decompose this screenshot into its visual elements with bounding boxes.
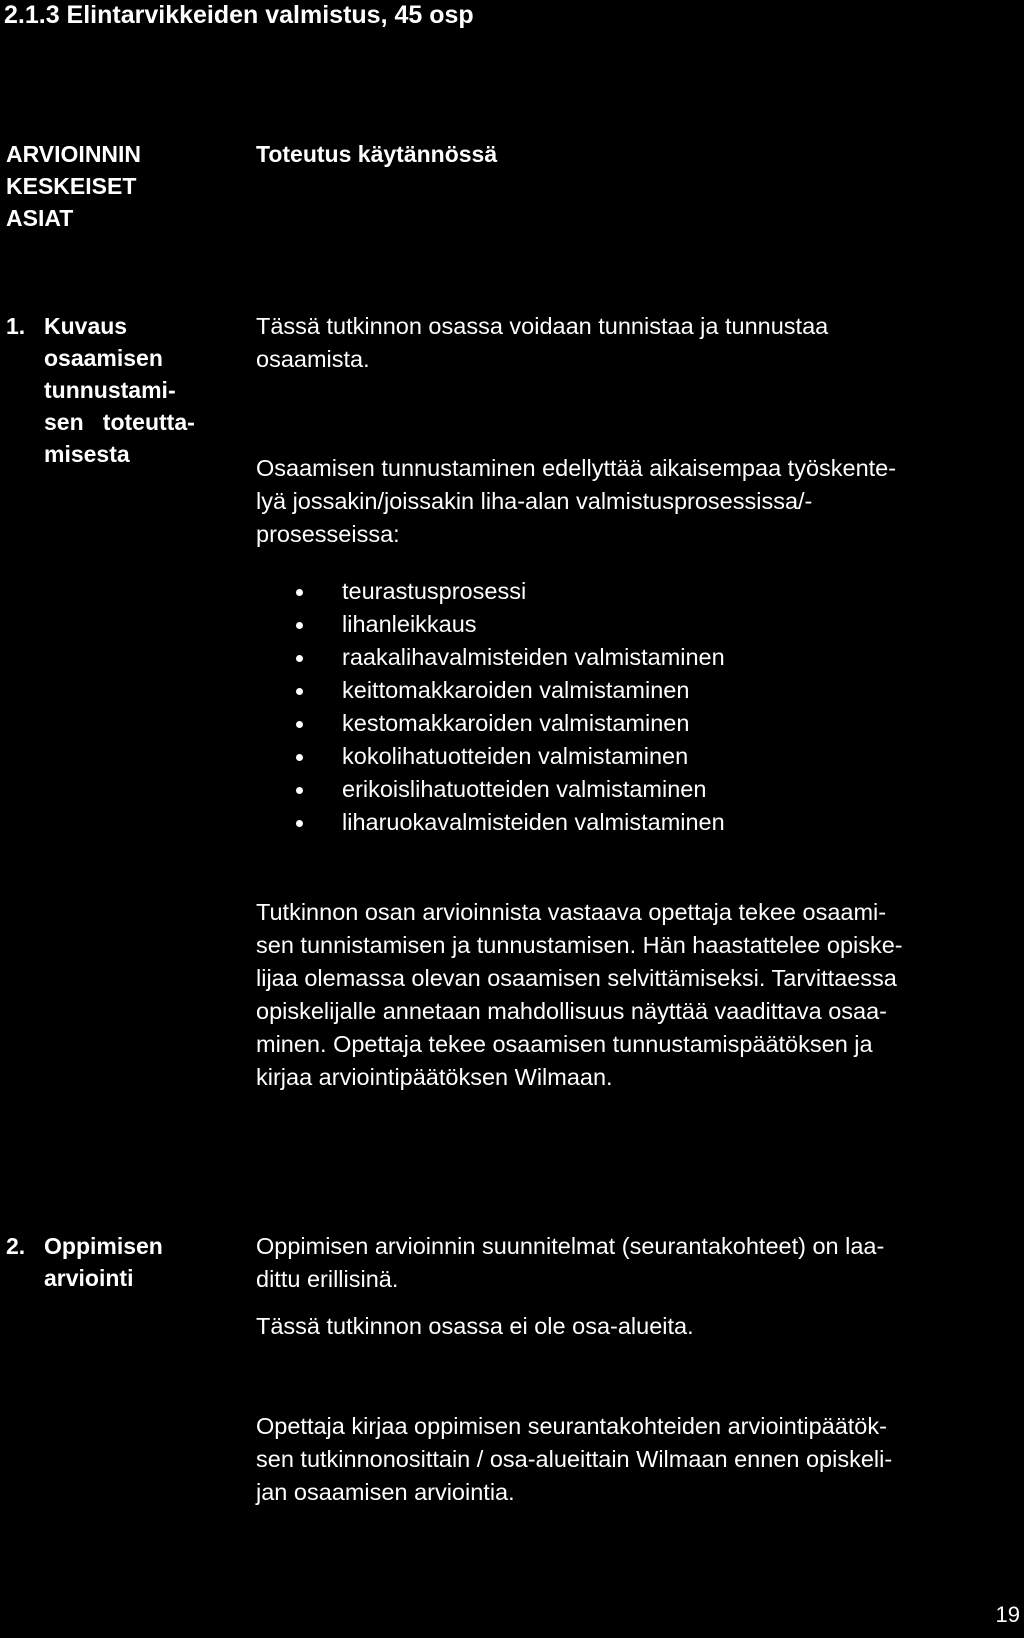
bullet-icon [296, 820, 303, 827]
text-line: Osaamisen tunnustaminen edellyttää aikaisempaa työskente- [256, 455, 897, 481]
section-2-number: 2. [6, 1233, 26, 1259]
list-item-label: raakalihavalmisteiden valmistaminen [342, 644, 725, 670]
list-item [256, 806, 996, 839]
list-item-label: lihanleikkaus [342, 611, 477, 637]
bullet-icon [296, 754, 303, 761]
text-line: Tässä tutkinnon osassa ei ole osa-alueita. [256, 1313, 694, 1339]
column-header-criteria [6, 138, 141, 234]
bullet-icon [296, 721, 303, 728]
column-header-line: ARVIOINNIN [6, 141, 142, 167]
section-1-assessment-procedure [256, 896, 996, 1094]
section-2-label-line: arviointi [44, 1265, 134, 1291]
list-item-label: keittomakkaroiden valmistaminen [342, 677, 690, 703]
section-1-label-line: sen toteutta- [44, 409, 195, 435]
list-item [256, 740, 996, 773]
page-number: 19 [995, 1602, 1020, 1627]
text-line: kirjaa arviointipäätöksen Wilmaan. [256, 1064, 613, 1090]
text-line: prosesseissa: [256, 521, 400, 547]
section-1-label-line: tunnustami- [44, 377, 176, 403]
section-2-no-subareas [256, 1310, 996, 1343]
text-line: lyä jossakin/joissakin liha-alan valmistusprosessissa/- [256, 488, 813, 514]
text-line: sen tunnistamisen ja tunnustamisen. Hän haastattelee opiske- [256, 932, 903, 958]
section-1-prerequisites [256, 452, 996, 551]
list-item [256, 773, 996, 806]
process-list [256, 575, 996, 839]
column-header-line: KESKEISET [6, 173, 137, 199]
bullet-icon [296, 589, 303, 596]
bullet-icon [296, 787, 303, 794]
text-line: lijaa olemassa olevan osaamisen selvittämiseksi. Tarvittaessa [256, 965, 897, 991]
section-1-label-line: osaamisen [44, 345, 163, 371]
bullet-icon [296, 622, 303, 629]
section-1-intro [256, 310, 996, 376]
text-line: Oppimisen arvioinnin suunnitelmat (seurantakohteet) on laa- [256, 1233, 885, 1259]
section-2-plans [256, 1230, 996, 1296]
list-item [256, 575, 996, 608]
text-line: Opettaja kirjaa oppimisen seurantakohteiden arviointipäätök- [256, 1413, 887, 1439]
section-1-label [6, 310, 246, 480]
list-item [256, 674, 996, 707]
text-line: opiskelijalle annetaan mahdollisuus näyttää vaadittava osaa- [256, 998, 887, 1024]
page-title: 2.1.3 Elintarvikkeiden valmistus, 45 osp [4, 1, 474, 29]
column-header-implementation: Toteutus käytännössä [256, 141, 498, 167]
list-item [256, 641, 996, 674]
section-2-recording [256, 1410, 996, 1509]
list-item-label: teurastusprosessi [342, 578, 527, 604]
list-item-label: erikoislihatuotteiden valmistaminen [342, 776, 707, 802]
bullet-icon [296, 655, 303, 662]
list-item-label: kokolihatuotteiden valmistaminen [342, 743, 689, 769]
list-item [256, 707, 996, 740]
text-line: sen tutkinnonosittain / osa-alueittain Wilmaan ennen opiskeli- [256, 1446, 893, 1472]
section-2-label-line: Oppimisen [44, 1233, 163, 1259]
section-2-label [6, 1230, 246, 1300]
text-line: jan osaamisen arviointia. [256, 1479, 515, 1505]
list-item-label: liharuokavalmisteiden valmistaminen [342, 809, 725, 835]
text-line: minen. Opettaja tekee osaamisen tunnustamispäätöksen ja [256, 1031, 873, 1057]
text-line: dittu erillisinä. [256, 1266, 399, 1292]
section-1-label-line: misesta [44, 441, 130, 467]
section-1-number: 1. [6, 313, 26, 339]
text-line: osaamista. [256, 346, 370, 372]
text-line: Tässä tutkinnon osassa voidaan tunnistaa ja tunnustaa [256, 313, 829, 339]
text-line: Tutkinnon osan arvioinnista vastaava opettaja tekee osaami- [256, 899, 887, 925]
list-item [256, 608, 996, 641]
bullet-icon [296, 688, 303, 695]
section-1-label-line: Kuvaus [44, 313, 128, 339]
column-header-line: ASIAT [6, 205, 74, 231]
list-item-label: kestomakkaroiden valmistaminen [342, 710, 690, 736]
